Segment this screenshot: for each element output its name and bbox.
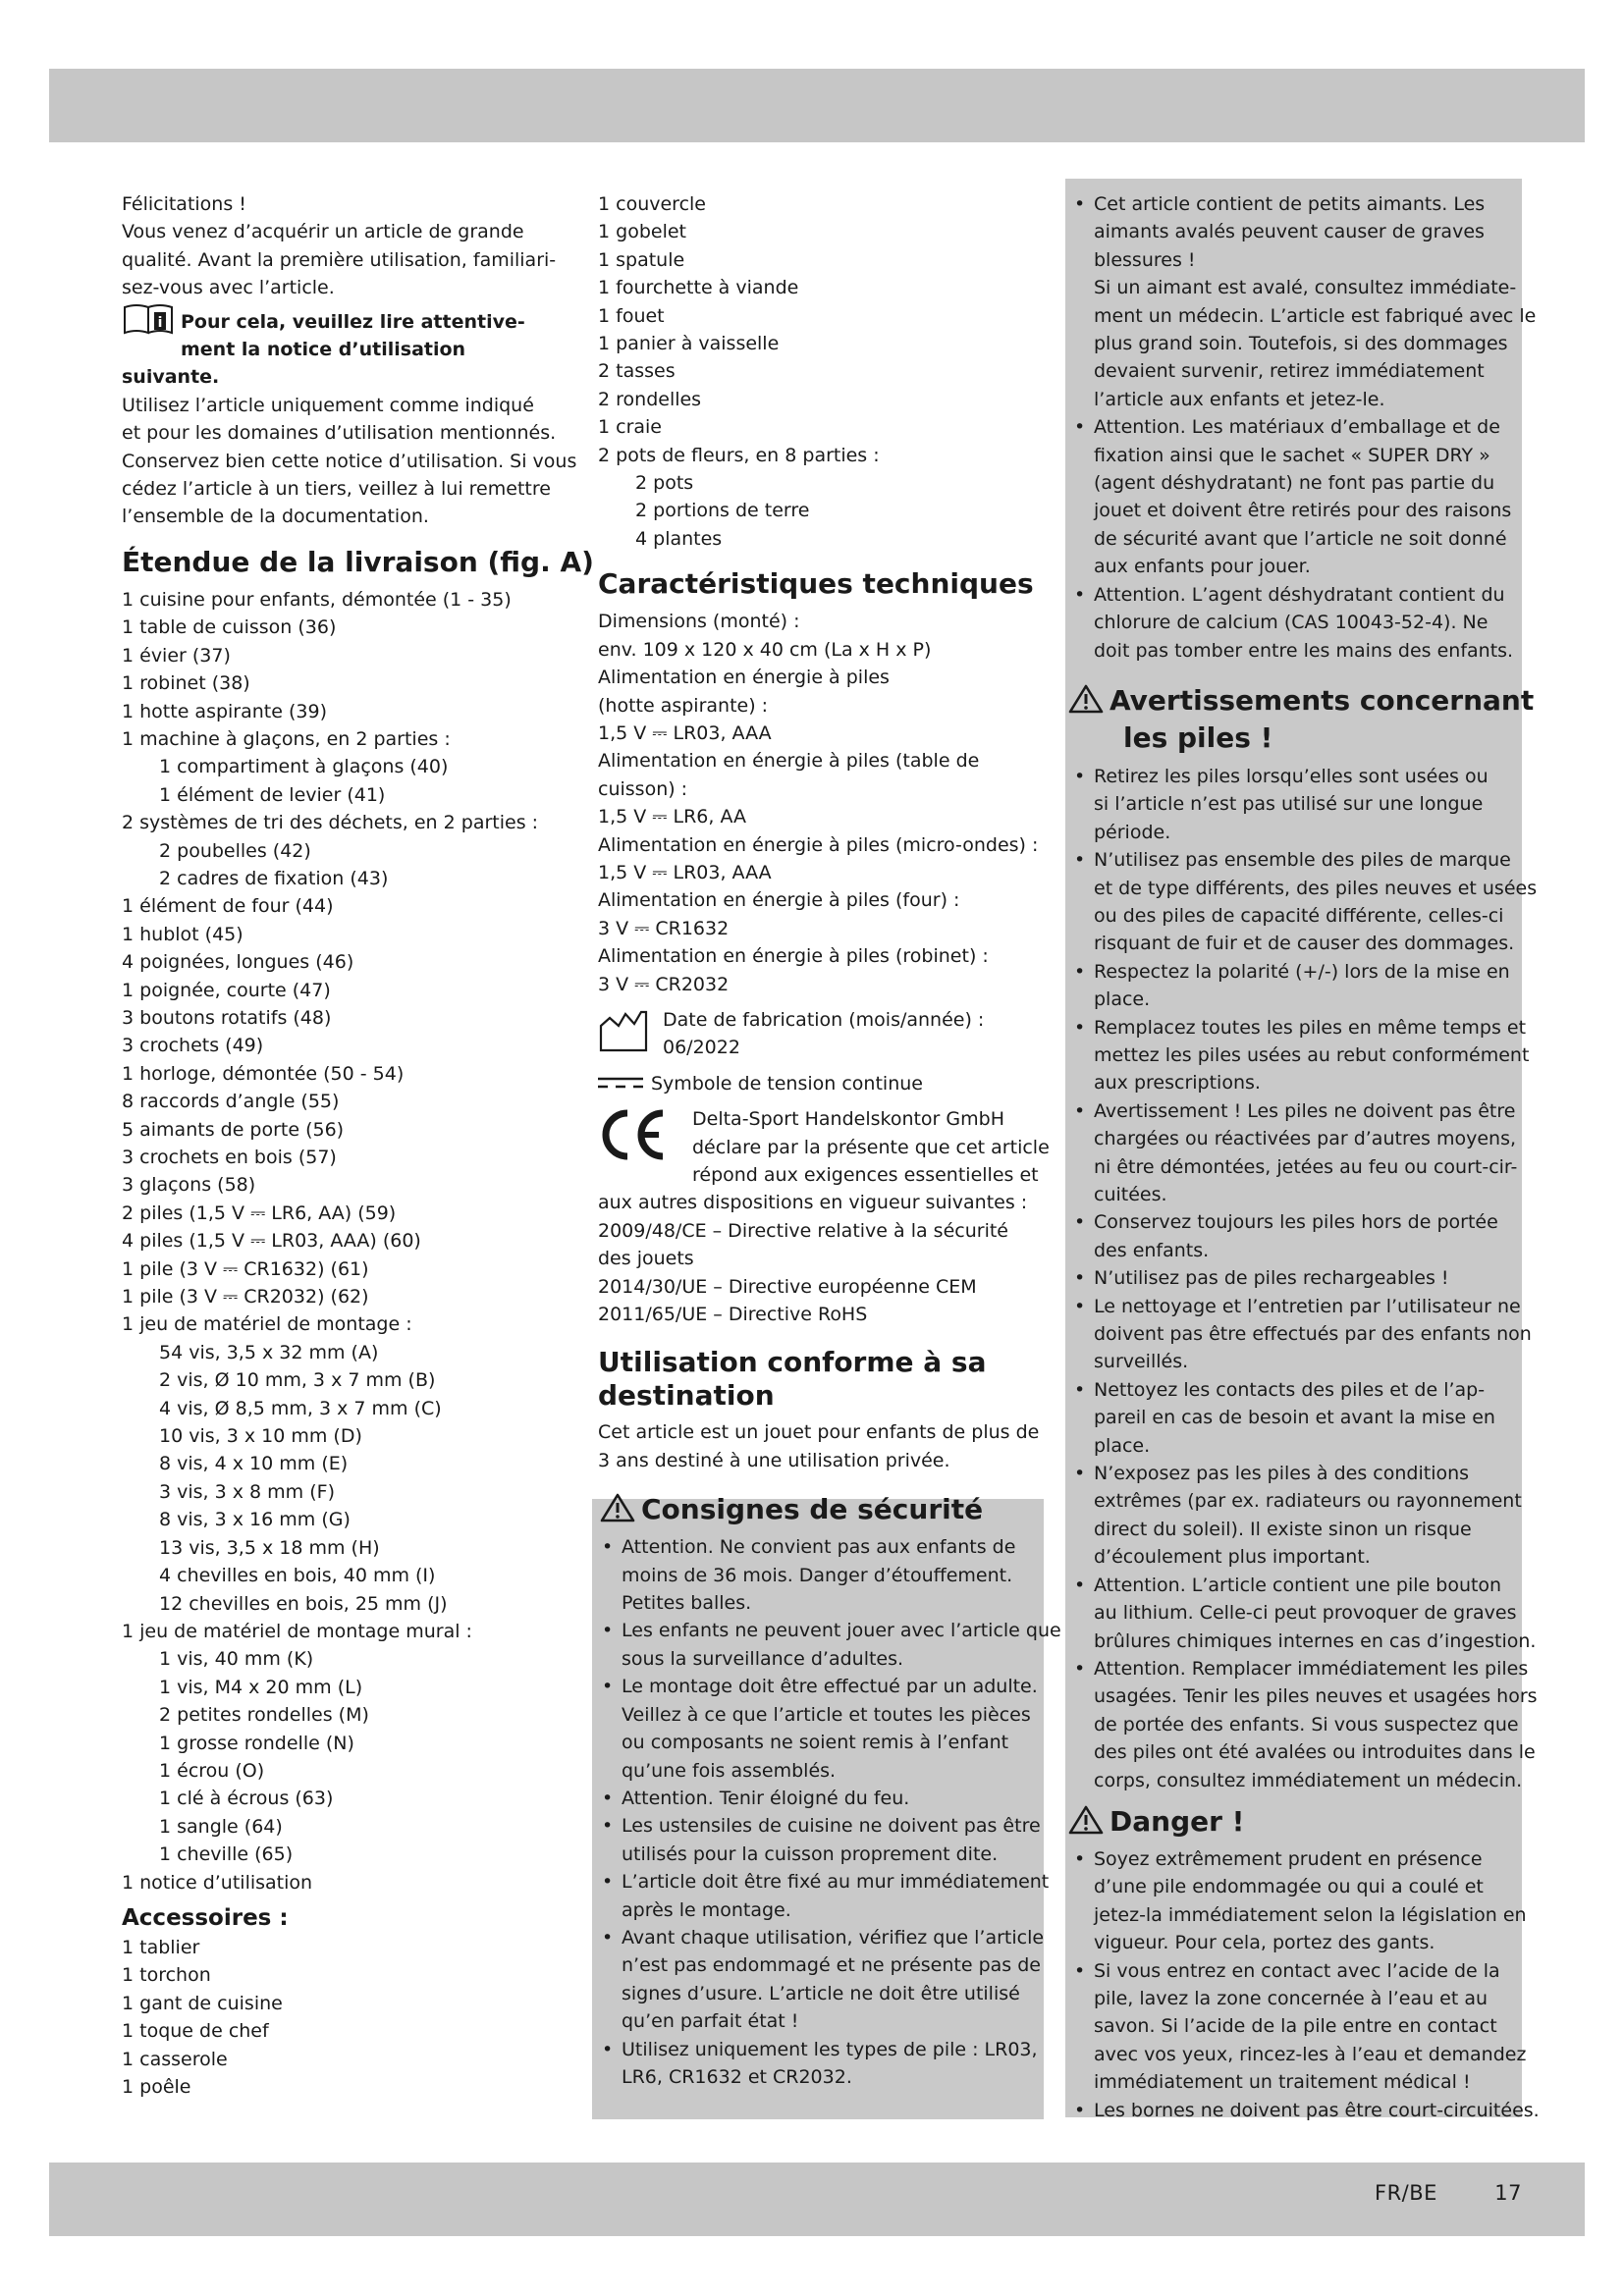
safety-list [600,1533,1061,2091]
text-line: 3 V ⎓ CR1632 [598,917,730,939]
bullet-line: moins de 36 mois. Danger d’étouffement. [622,1564,1013,1586]
tech-specs [598,608,1045,998]
bullet-line: • N’exposez pas les piles à des conditions [1094,1463,1470,1485]
list-item: 1 vis, M4 x 20 mm (L) [159,1676,363,1698]
bullet-line: • Conservez toujours les piles hors de portée [1094,1211,1498,1234]
bullet-line: • Attention. Remplacer immédiatement les piles [1094,1657,1529,1680]
list-item: 5 aimants de porte (56) [122,1118,345,1141]
bullet-item [1072,413,1520,580]
text-line: Alimentation en énergie à piles (micro-ondes) : [598,833,1039,856]
bullet-line: doivent pas être effectués par des enfants non [1094,1323,1532,1346]
bullet-item [1072,1376,1520,1460]
top-bullets [1068,190,1537,665]
list-item: 1 horloge, démontée (50 - 54) [122,1062,405,1085]
bullet-line: qu’en parfait état ! [622,2010,799,2033]
column-2 [598,190,1061,2091]
list-item: 2 systèmes de tri des déchets, en 2 parties : [122,812,539,834]
list-item: 1 cuisine pour enfants, démontée (1 - 35) [122,588,512,611]
list-item: 12 chevilles en bois, 25 mm (J) [159,1592,448,1615]
bullet-item [1072,1097,1520,1209]
text-line: 1 torchon [122,1964,211,1987]
bullet-line: surveillés. [1094,1351,1189,1373]
bullet-item [1072,1460,1520,1572]
safety-title: Consignes de sécurité [600,1492,1045,1527]
ce-line: aux autres dispositions en vigueur suivantes : [598,1192,1028,1214]
list-item: 2 portions de terre [635,500,810,522]
list-item: 1 vis, 40 mm (K) [159,1648,314,1671]
read-notice-line: ment la notice d’utilisation [181,339,466,361]
list-item: 10 vis, 3 x 10 mm (D) [159,1425,362,1448]
text-line: Félicitations ! [122,193,246,215]
bullet-item [600,1924,1045,2036]
date-value: 06/2022 [663,1037,740,1059]
bullet-line: extrêmes (par ex. radiateurs ou rayonnement [1094,1490,1522,1513]
bullet-line: • Soyez extrêmement prudent en présence [1094,1847,1483,1870]
ce-mark-icon [598,1107,667,1162]
bullet-line: doit pas tomber entre les mains des enfants. [1094,639,1514,662]
intro [122,190,568,302]
list-item: 1 pile (3 V ⎓ CR2032) (62) [122,1286,369,1308]
text-line: 1 toque de chef [122,2020,269,2043]
list-item: 1 craie [598,416,662,439]
bullet-line: devaient survenir, retirez immédiatement [1094,360,1485,383]
ce-line: déclare par la présente que cet article [692,1136,1050,1158]
bullet-line: savon. Si l’acide de la pile entre en contact [1094,2015,1497,2038]
bullet-line: • Nettoyez les contacts des piles et de l’ap- [1094,1378,1486,1401]
text-line: Dimensions (monté) : [598,611,800,633]
bullet-line: Veillez à ce que l’article et toutes les pièces [622,1703,1031,1726]
bullet-line: • Les bornes ne doivent pas être court-circuitées. [1094,2099,1540,2121]
bullet-line: (agent déshydratant) ne font pas partie du [1094,472,1495,495]
bullet-line: • Avant chaque utilisation, vérifiez que l’article [622,1926,1045,1949]
list-item: 1 spatule [598,248,685,271]
list-item: 1 couvercle [598,193,706,215]
list-item: 2 pots de fleurs, en 8 parties : [598,444,880,466]
bullet-line: jouet et doivent être retirés pour des raisons [1094,500,1512,522]
bullet-line: aux prescriptions. [1094,1072,1261,1095]
list-item: 1 sangle (64) [159,1815,283,1838]
bullet-item [1072,763,1520,846]
list-item: 3 crochets en bois (57) [122,1147,337,1168]
date-label: Date de fabrication (mois/année) : [663,1008,985,1031]
bullet-line: • Les enfants ne peuvent jouer avec l’article que [622,1620,1061,1642]
column-3 [1068,179,1540,2124]
list-item: 2 tasses [598,360,676,383]
bullet-line: • Attention. Ne convient pas aux enfants de [622,1536,1016,1559]
danger-title: Danger ! [1068,1804,1520,1840]
use-title: Utilisation conforme à sa destination [598,1346,987,1413]
text-line: Alimentation en énergie à piles (robinet) : [598,945,989,968]
text-line: Alimentation en énergie à piles (table de [598,750,980,773]
danger-list [1068,1845,1540,2124]
bullet-line: • Les ustensiles de cuisine ne doivent pas être [622,1815,1041,1838]
bullet-item [1072,1208,1520,1264]
bullet-line: d’une pile endommagée ou qui a coulé et [1094,1876,1484,1898]
bullet-line: usagées. Tenir les piles neuves et usagées hors [1094,1685,1538,1708]
list-item: 1 grosse rondelle (N) [159,1732,354,1754]
list-item: 2 cadres de fixation (43) [159,867,389,889]
bullet-line: • Attention. Les matériaux d’emballage et de [1094,416,1500,439]
list-item: 1 écrou (O) [159,1759,265,1782]
text-line: Conservez bien cette notice d’utilisation. Si vous [122,450,577,472]
items-continued [598,190,1045,553]
bullet-line: signes d’usure. L’article ne doit être utilisé [622,1982,1020,2004]
bullet-line: avec vos yeux, rincez-les à l’eau et demandez [1094,2043,1527,2065]
footer [1375,2179,1522,2207]
text-line: qualité. Avant la première utilisation, familiari- [122,248,557,271]
bullet-item [1072,1957,1527,2097]
bullet-item [1072,1293,1532,1376]
bullet-item [1072,846,1538,958]
date-row [598,1006,1045,1062]
bullet-line: n’est pas endommagé et ne présente pas de [622,1954,1041,1977]
bullet-line: des piles ont été avalées ou introduites dans le [1094,1741,1536,1764]
list-item: 4 plantes [635,527,723,550]
bullet-line: fixation ainsi que le sachet « SUPER DRY » [1094,444,1490,466]
bullet-line: • Retirez les piles lorsqu’elles sont usées ou [1094,765,1489,787]
list-item: 1 robinet (38) [122,672,250,695]
bullet-item [1072,958,1520,1014]
list-item: 3 glaçons (58) [122,1174,256,1197]
bullet-line: qu’une fois assemblés. [622,1759,837,1782]
list-item: 3 vis, 3 x 8 mm (F) [159,1480,335,1503]
bullet-line: Petites balles. [622,1592,752,1615]
list-item: 2 poubelles (42) [159,839,311,862]
bullet-line: LR6, CR1632 et CR2032. [622,2065,852,2088]
warning-icon [600,1493,635,1522]
text-line: 2011/65/UE – Directive RoHS [598,1304,868,1326]
book-info-icon [122,302,177,336]
text-line: 1 poêle [122,2076,191,2098]
text-line: 1 casserole [122,2048,228,2070]
header-band [49,69,1585,142]
text-line: 1,5 V ⎓ LR03, AAA [598,721,772,744]
bullet-line: place. [1094,1434,1151,1457]
list-item: 1 panier à vaisselle [598,333,780,355]
bullet-line: aux enfants pour jouer. [1094,556,1311,578]
svg-text:i: i [157,314,163,331]
list-item: 2 piles (1,5 V ⎓ LR6, AA) (59) [122,1201,397,1224]
text-line: l’ensemble de la documentation. [122,506,429,528]
bullet-line: ment un médecin. L’article est fabriqué avec le [1094,304,1537,327]
text-line: env. 109 x 120 x 40 cm (La x H x P) [598,638,932,661]
bullet-line: brûlures chimiques internes en cas d’ingestion. [1094,1629,1537,1652]
bullet-item [600,2036,1045,2092]
bullet-line: • Le montage doit être effectué par un adulte. [622,1676,1038,1698]
text-line: et pour les domaines d’utilisation mentionnés. [122,422,557,445]
scope-list [122,586,568,1896]
bullet-line: • Respectez la polarité (+/-) lors de la mise en [1094,960,1510,983]
column-1 [122,190,594,2101]
text-line: Alimentation en énergie à piles [598,667,890,689]
list-item: 1 pile (3 V ⎓ CR1632) (61) [122,1257,369,1280]
bullet-item [600,1617,1061,1673]
bullet-line: période. [1094,821,1171,843]
list-item: 2 pots [635,472,694,495]
list-item: 1 élément de levier (41) [159,783,386,806]
text-line: des jouets [598,1248,694,1270]
bullet-line: plus grand soin. Toutefois, si des dommages [1094,333,1508,355]
bullet-line: d’écoulement plus important. [1094,1546,1371,1569]
text-line: 2014/30/UE – Directive européenne CEM [598,1275,977,1298]
list-item: 4 piles (1,5 V ⎓ LR03, AAA) (60) [122,1230,421,1253]
dc-row [598,1070,1045,1097]
text-line: 1,5 V ⎓ LR03, AAA [598,861,772,883]
bullet-line: direct du soleil). Il existe sinon un risque [1094,1518,1472,1540]
battery-title: Avertissements concernant les piles ! [1068,682,1520,757]
text-line: Alimentation en énergie à piles (four) : [598,889,960,912]
bullet-line: chargées ou réactivées par d’autres moyens, [1094,1128,1517,1150]
bullet-line: mettez les piles usées au rebut conformément [1094,1043,1530,1066]
directives [598,1217,1045,1329]
read-notice: i Pour cela, veuillez lire attentive- ment la notice d’utilisation suivante. [122,302,568,392]
ce-line: Delta-Sport Handelskontor GmbH [692,1108,1004,1131]
bullet-line: cuitées. [1094,1184,1167,1205]
bullet-line: utilisés pour la cuisson proprement dite. [622,1842,999,1865]
bullet-line: pareil en cas de besoin et avant la mise en [1094,1407,1495,1429]
bullet-line: • Si vous entrez en contact avec l’acide de la [1094,1959,1500,1982]
bullet-item [600,1673,1045,1785]
dc-label: Symbole de tension continue [651,1072,923,1095]
list-item: 1 hotte aspirante (39) [122,700,327,722]
list-item: 8 vis, 3 x 16 mm (G) [159,1509,351,1531]
bullet-item [1072,1845,1527,1957]
bullet-line: corps, consultez immédiatement un médecin. [1094,1769,1523,1791]
text-line: 1,5 V ⎓ LR6, AA [598,806,746,828]
bullet-line: ni être démontées, jetées au feu ou court-cir- [1094,1155,1518,1178]
list-item: 1 clé à écrous (63) [159,1788,334,1810]
text-line: 1 tablier [122,1936,200,1958]
footer-band [49,2163,1585,2236]
bullet-line: • Attention. L’article contient une pile bouton [1094,1574,1502,1596]
text-line: (hotte aspirante) : [598,694,769,717]
list-item: 4 vis, Ø 8,5 mm, 3 x 7 mm (C) [159,1397,442,1419]
list-item: 8 raccords d’angle (55) [122,1091,340,1113]
list-item: 1 poignée, courte (47) [122,979,331,1001]
accessories-list [122,1934,568,2101]
list-item: 3 crochets (49) [122,1035,264,1057]
list-item: 1 fouet [598,304,665,327]
bullet-line: place. [1094,988,1151,1011]
tech-title: Caractéristiques techniques [598,567,1034,601]
bullet-line: immédiatement un traitement médical ! [1094,2071,1471,2094]
bullet-line: aimants avalés peuvent causer de graves [1094,221,1485,243]
bullet-line: risquant de fuir et de causer des dommages. [1094,933,1515,955]
bullet-line: • N’utilisez pas de piles rechargeables ! [1094,1267,1449,1290]
safety-section [598,1492,1061,2091]
footer-lang: FR/BE [1375,2181,1437,2205]
bullet-item [600,1812,1045,1868]
bullet-item [1072,1014,1530,1097]
bullet-line: blessures ! [1094,248,1196,271]
list-item: 54 vis, 3,5 x 32 mm (A) [159,1341,379,1363]
text-line: cuisson) : [598,777,688,800]
bullet-line: au lithium. Celle-ci peut provoquer de graves [1094,1602,1517,1625]
dc-symbol-icon [598,1076,643,1090]
bullet-line: • Utilisez uniquement les types de pile : LR03, [622,2038,1038,2060]
bullet-line: des enfants. [1094,1239,1210,1261]
usage-text [122,392,577,531]
list-item: 1 hublot (45) [122,923,244,945]
list-item: 4 chevilles en bois, 40 mm (I) [159,1565,436,1587]
text-line: 1 gant de cuisine [122,1992,283,2014]
bullet-line: après le montage. [622,1898,791,1921]
list-item: 1 gobelet [598,221,686,243]
use-text [598,1418,1045,1474]
bullet-line: • Cet article contient de petits aimants. Les [1094,193,1486,215]
bullet-item [600,1785,1045,1812]
list-item: 1 évier (37) [122,644,231,667]
bullet-line: jetez-la immédiatement selon la législation en [1094,1903,1527,1926]
list-item: 1 cheville (65) [159,1843,294,1866]
list-item: 1 jeu de matériel de montage mural : [122,1620,472,1642]
bullet-item [1072,1572,1537,1655]
warning-icon [1068,684,1104,714]
list-item: 3 boutons rotatifs (48) [122,1006,332,1029]
text-line: sez-vous avec l’article. [122,277,335,299]
bullet-line: • Remplacez toutes les piles en même temps et [1094,1016,1527,1039]
list-item: 1 notice d’utilisation [122,1871,313,1894]
bullet-line: vigueur. Pour cela, portez des gants. [1094,1932,1435,1954]
text-line: Utilisez l’article uniquement comme indiqué [122,394,534,416]
list-item: 1 élément de four (44) [122,895,334,918]
ce-line: répond aux exigences essentielles et [692,1164,1039,1186]
bullet-item [1072,1655,1538,1794]
page-number: 17 [1494,2181,1523,2205]
list-item: 2 rondelles [598,388,702,410]
list-item: 1 table de cuisson (36) [122,616,337,639]
bullet-line: Si un aimant est avalé, consultez immédiate- [1094,277,1517,299]
bullet-line: de sécurité avant que l’article ne soit donné [1094,527,1507,550]
accessories-title: Accessoires : [122,1904,289,1931]
bullet-item [1072,2097,1540,2124]
list-item: 13 vis, 3,5 x 18 mm (H) [159,1536,380,1559]
bullet-line: si l’article n’est pas utilisé sur une longue [1094,793,1484,816]
list-item: 4 poignées, longues (46) [122,951,354,974]
bullet-item [600,1533,1045,1617]
battery-list [1068,763,1538,1794]
text-line: 2009/48/CE – Directive relative à la sécurité [598,1219,1008,1242]
bullet-line: • Attention. Tenir éloigné du feu. [622,1787,910,1809]
text-line: 3 V ⎓ CR2032 [598,973,730,995]
bullet-line: • Avertissement ! Les piles ne doivent pas être [1094,1099,1516,1122]
bullet-line: pile, lavez la zone concernée à l’eau et au [1094,1987,1489,2009]
bullet-line: • Attention. L’agent déshydratant contient du [1094,583,1505,606]
bullet-line: de portée des enfants. Si vous suspectez que [1094,1713,1519,1735]
bullet-item [1072,581,1520,665]
warning-icon [1068,1805,1104,1835]
list-item: 2 petites rondelles (M) [159,1704,369,1727]
bullet-line: ou des piles de capacité différente, celles-ci [1094,904,1504,927]
list-item: 1 machine à glaçons, en 2 parties : [122,727,451,750]
text-line: Vous venez d’acquérir un article de grande [122,221,524,243]
list-item: 8 vis, 4 x 10 mm (E) [159,1453,349,1475]
bullet-line: • L’article doit être fixé au mur immédiatement [622,1871,1050,1894]
text-line: 3 ans destiné à une utilisation privée. [598,1449,950,1471]
bullet-line: l’article aux enfants et jetez-le. [1094,388,1385,410]
bullet-line: sous la surveillance d’adultes. [622,1647,904,1670]
ce-row [598,1105,1050,1217]
bullet-item [600,1868,1050,1924]
read-notice-line: suivante. [122,366,220,389]
list-item: 2 vis, Ø 10 mm, 3 x 7 mm (B) [159,1369,436,1392]
bullet-item [1072,190,1537,413]
bullet-line: • N’utilisez pas ensemble des piles de marque [1094,849,1511,872]
scope-title: Étendue de la livraison (fig. A) [122,545,594,578]
text-line: cédez l’article à un tiers, veillez à lui remettre [122,478,551,501]
list-item: 1 compartiment à glaçons (40) [159,756,449,778]
bullet-line: et de type différents, des piles neuves et usées [1094,877,1538,899]
text-line: Cet article est un jouet pour enfants de plus de [598,1421,1040,1444]
bullet-line: • Le nettoyage et l’entretien par l’utilisateur ne [1094,1295,1521,1317]
bullet-line: ou composants ne soient remis à l’enfant [622,1732,1009,1754]
bullet-line: chlorure de calcium (CAS 10043-52-4). Ne [1094,612,1489,634]
list-item: 1 fourchette à viande [598,277,799,299]
factory-date-icon [598,1008,649,1053]
bullet-item [1072,1264,1520,1292]
list-item: 1 jeu de matériel de montage : [122,1313,412,1336]
